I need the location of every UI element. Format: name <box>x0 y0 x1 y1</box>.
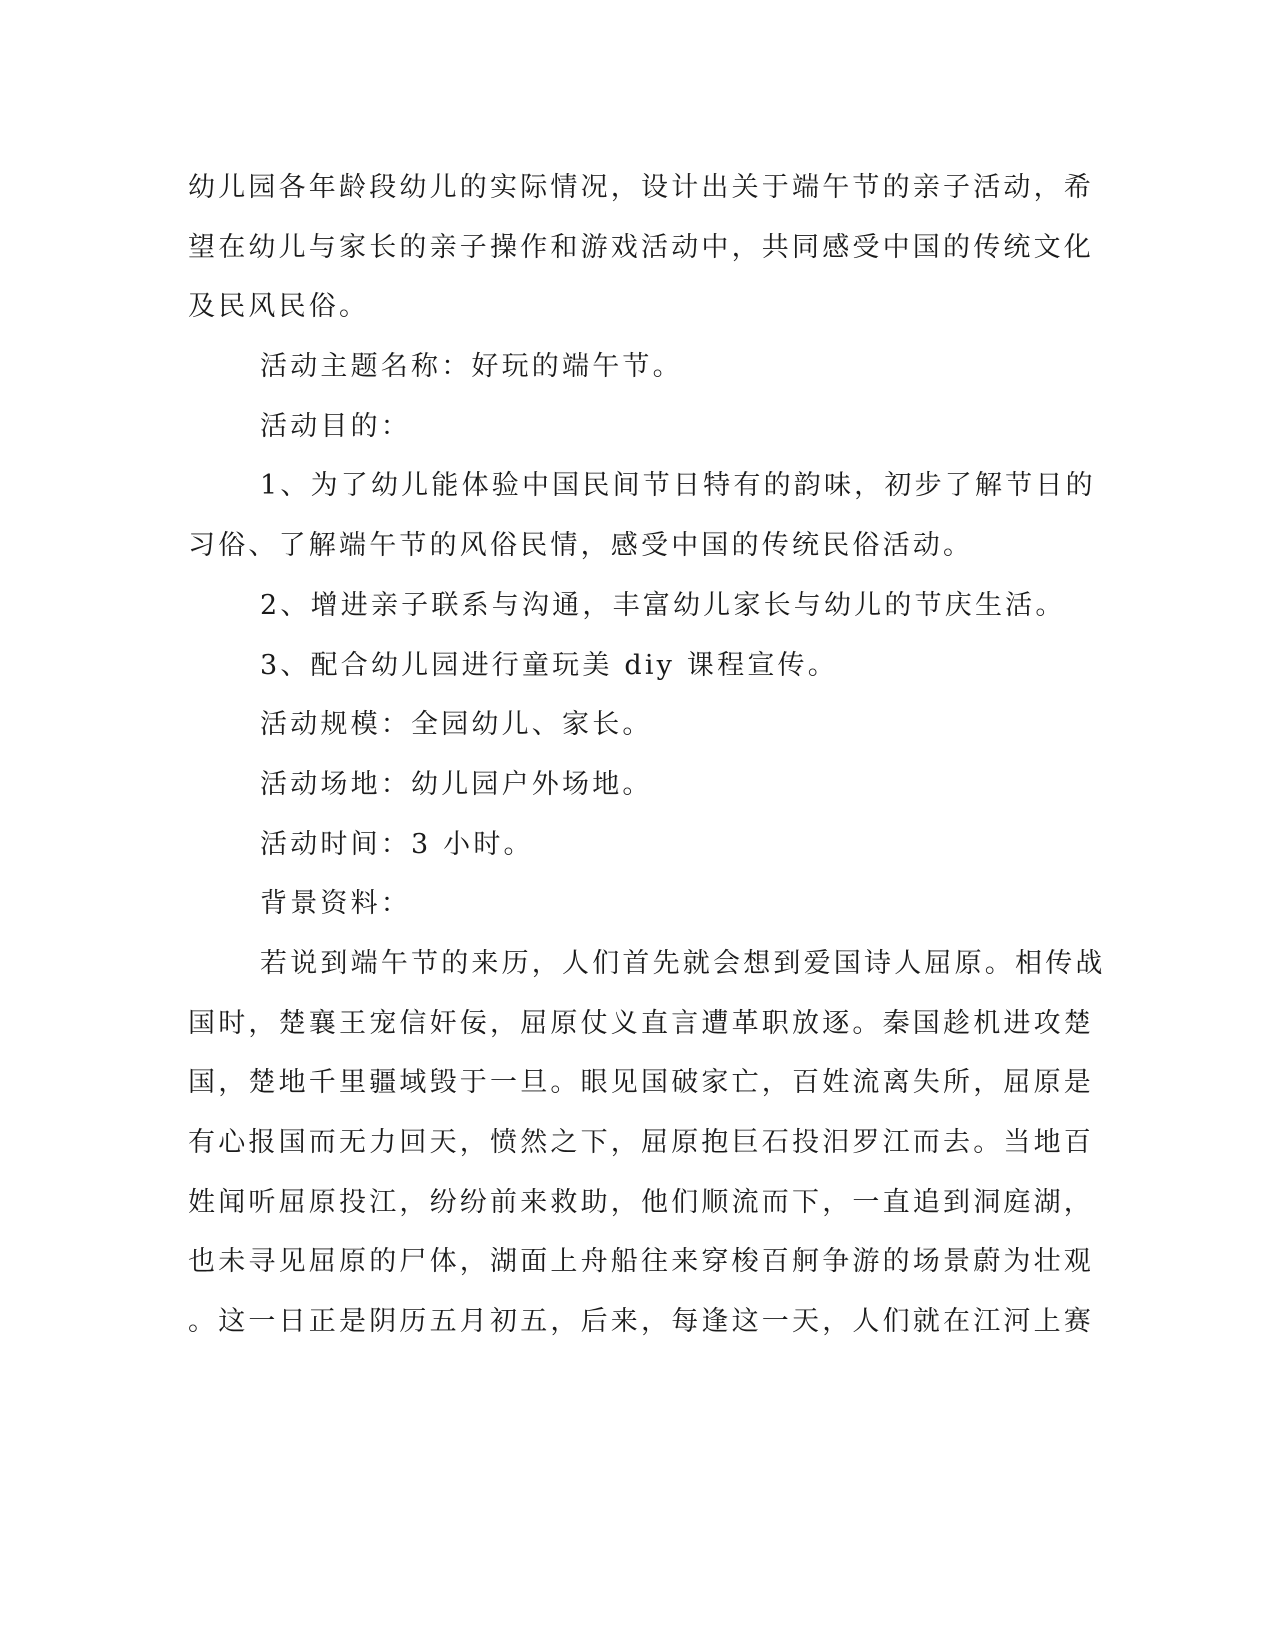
background-heading: 背景资料： <box>260 888 411 920</box>
background-paragraph-line: 也未寻见屈原的尸体，湖面上舟船往来穿梭百舸争游的场景蔚为壮观 <box>188 1246 1094 1278</box>
background-paragraph-line: 国时，楚襄王宠信奸佞，屈原仗义直言遭革职放逐。秦国趁机进攻楚 <box>188 1007 1094 1039</box>
activity-venue-line: 活动场地：幼儿园户外场地。 <box>260 768 653 800</box>
text-line: 及民风民俗。 <box>188 291 370 323</box>
purpose-item-1-continued: 习俗、了解端午节的风俗民情，感受中国的传统民俗活动。 <box>188 530 974 562</box>
background-paragraph-line: 姓闻听屈原投江，纷纷前来救助，他们顺流而下，一直追到洞庭湖， <box>188 1186 1094 1218</box>
purpose-item-2: 2、增进亲子联系与沟通，丰富幼儿家长与幼儿的节庆生活。 <box>260 589 1066 621</box>
activity-scale-line: 活动规模：全园幼儿、家长。 <box>260 709 653 741</box>
document-body <box>188 158 1106 1352</box>
text-line: 幼儿园各年龄段幼儿的实际情况，设计出关于端午节的亲子活动，希 <box>188 172 1094 203</box>
background-paragraph-line: 有心报国而无力回天，愤然之下，屈原抱巨石投汨罗江而去。当地百 <box>188 1127 1094 1158</box>
purpose-item-1: 1、为了幼儿能体验中国民间节日特有的韵味，初步了解节日的 <box>260 470 1096 502</box>
purpose-item-3: 3、配合幼儿园进行童玩美 diy 课程宣传。 <box>260 649 838 681</box>
background-paragraph-line: 。这一日正是阴历五月初五，后来，每逢这一天，人们就在江河上赛 <box>188 1306 1094 1338</box>
activity-purpose-heading: 活动目的： <box>260 410 411 442</box>
activity-time-line: 活动时间：3 小时。 <box>260 828 534 860</box>
text-line: 望在幼儿与家长的亲子操作和游戏活动中，共同感受中国的传统文化 <box>188 231 1094 263</box>
activity-theme-line: 活动主题名称：好玩的端午节。 <box>260 351 683 383</box>
background-paragraph-line: 国，楚地千里疆域毁于一旦。眼见国破家亡，百姓流离失所，屈原是 <box>188 1067 1094 1099</box>
background-paragraph-line: 若说到端午节的来历，人们首先就会想到爱国诗人屈原。相传战 <box>260 947 1106 979</box>
